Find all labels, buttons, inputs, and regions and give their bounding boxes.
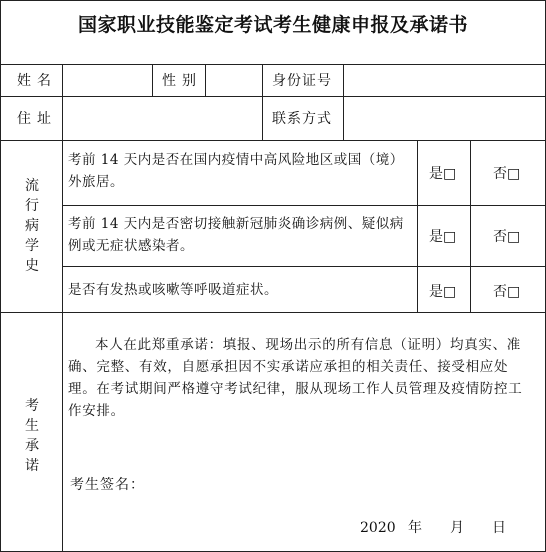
contact-input[interactable] — [344, 97, 544, 140]
date-year: 2020 — [360, 520, 396, 536]
question-contact: 考前 14 天内是否密切接触新冠肺炎确诊病例、疑似病例或无症状感染者。 — [68, 216, 404, 254]
name-label: 姓名 — [17, 73, 57, 89]
history-section-label — [22, 176, 42, 276]
rule — [62, 205, 546, 206]
pledge-label-char: 诺 — [25, 458, 39, 474]
address-label: 住址 — [17, 111, 57, 127]
rule — [152, 64, 153, 96]
name-input[interactable] — [63, 65, 152, 96]
address-input[interactable] — [63, 97, 262, 140]
pledge-text: 本人在此郑重承诺：填报、现场出示的所有信息（证明）均真实、准确、完整、有效，自愿承担因不实承诺应承担的相关责任、接受相应处理。在考试期间严格遵守考试纪律，服从现场工作人员管理及疫情防控工作安排。 — [68, 337, 523, 419]
history-label-char: 行 — [25, 198, 39, 214]
date-month-unit: 月 — [450, 520, 464, 536]
question-travel: 考前 14 天内是否在国内疫情中高风险地区或国（境）外旅居。 — [68, 152, 404, 190]
history-label-char: 学 — [25, 238, 39, 254]
contact-yes-checkbox[interactable]: 是□ — [429, 229, 457, 245]
rule — [417, 140, 418, 312]
gender-label: 性别 — [162, 73, 202, 89]
symptoms-yes-checkbox[interactable]: 是□ — [429, 284, 457, 300]
rule — [0, 140, 546, 141]
signature-input[interactable] — [150, 470, 350, 496]
history-label-char: 流 — [25, 178, 39, 194]
page-title: 国家职业技能鉴定考试考生健康申报及承诺书 — [77, 14, 468, 36]
id-number-input[interactable] — [344, 65, 544, 96]
date-year-unit: 年 — [408, 520, 422, 536]
date-day-unit: 日 — [492, 520, 506, 536]
signature-label: 考生签名： — [70, 477, 145, 493]
symptoms-no-checkbox[interactable]: 否□ — [493, 284, 521, 300]
pledge-label-char: 生 — [25, 418, 39, 434]
history-label-char: 病 — [25, 218, 39, 234]
pledge-label-char: 考 — [25, 398, 39, 414]
travel-yes-checkbox[interactable]: 是□ — [429, 166, 457, 182]
id-label: 身份证号 — [272, 73, 332, 89]
pledge-section-label — [22, 396, 42, 476]
travel-no-checkbox[interactable]: 否□ — [493, 166, 521, 182]
rule — [262, 64, 263, 140]
question-symptoms: 是否有发热或咳嗽等呼吸道症状。 — [68, 282, 278, 298]
rule — [0, 312, 546, 313]
contact-no-checkbox[interactable]: 否□ — [493, 229, 521, 245]
gender-input[interactable] — [206, 65, 262, 96]
rule — [470, 140, 471, 312]
contact-label: 联系方式 — [272, 111, 332, 127]
pledge-label-char: 承 — [25, 438, 39, 454]
history-label-char: 史 — [25, 258, 39, 274]
rule — [62, 266, 546, 267]
